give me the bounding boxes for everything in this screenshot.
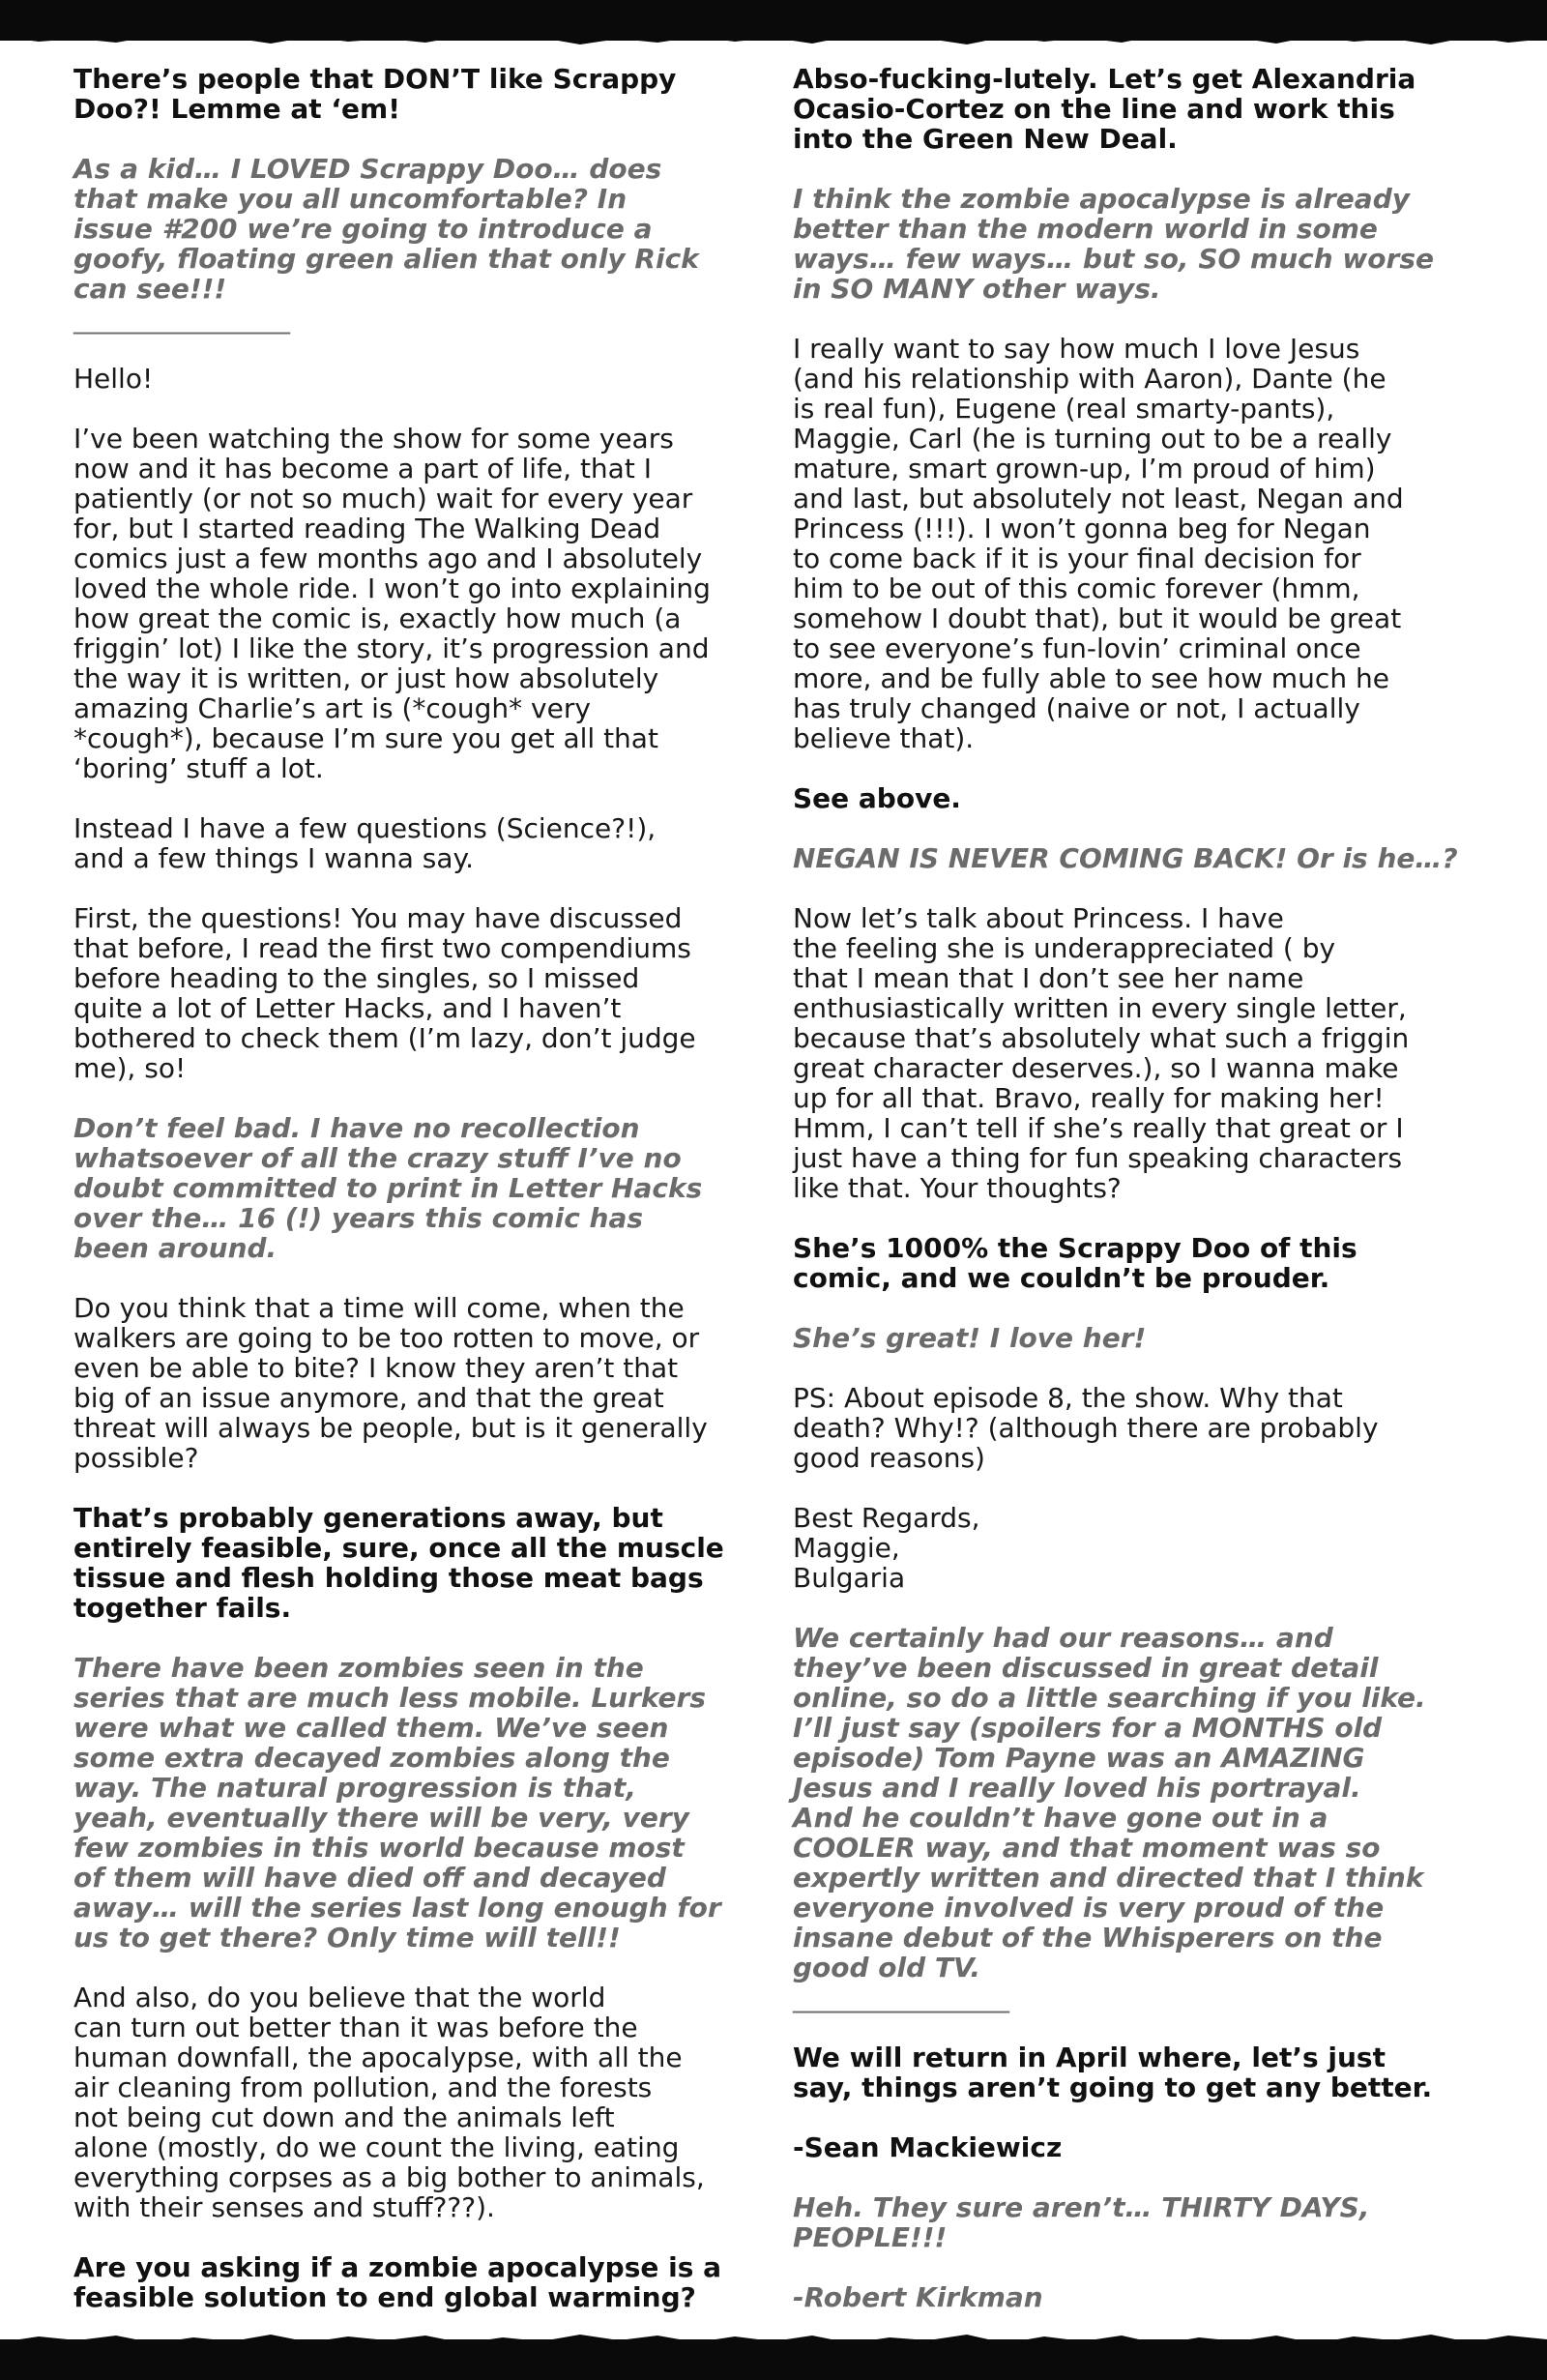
letter-paragraph: Instead I have a few questions (Science?!), and a few things I wanna say. <box>73 812 657 874</box>
answer-paragraph: Are you asking if a zombie apocalypse is a feasible solution to end global warming? <box>73 2251 722 2313</box>
kirkman-paragraph: As a kid… I LOVED Scrappy Doo… does that make you all uncomfortable? In issue #200 we’re going to introduce a goofy, floating green alien that only Rick can see!!! <box>73 153 699 305</box>
answer-paragraph: That’s probably generations away, but entirely feasible, sure, once all the muscle tissue and flesh holding those meat bags together fails. <box>73 1502 724 1624</box>
kirkman-paragraph: -Robert Kirkman <box>793 2281 1043 2313</box>
answer-paragraph: There’s people that DON’T like Scrappy Doo?! Lemme at ‘em! <box>73 63 677 125</box>
letter-paragraph: Hello! <box>73 363 154 395</box>
kirkman-paragraph: Heh. They sure aren’t… THIRTY DAYS, PEOPLE!!! <box>793 2191 1370 2253</box>
kirkman-paragraph: We certainly had our reasons… and they’ve been discussed in great detail online, so do a little searching if you like. I’ll just say (spoilers for a MONTHS old episode) Tom Payne was an AMAZING Jesus and I really loved his portrayal. And he couldn’t have gone out in a COOLER way, and that moment was so expertly written and directed that I think everyone involved is very proud of the insane debut of the Whisperers on the good old TV. <box>793 1622 1426 1983</box>
kirkman-paragraph: She’s great! I love her! <box>793 1322 1147 1354</box>
letter-paragraph: Do you think that a time will come, when the walkers are going to be too rotten to move, or even be able to bite? I know they aren’t that big of an issue anymore, and that the great threat will always be people, but is it generally possible? <box>73 1292 708 1474</box>
letter-paragraph: I really want to say how much I love Jesus (and his relationship with Aaron), Dante (he is real fun), Eugene (real smarty-pants), Maggie, Carl (he is turning out to be a really mature, smart grown-up, I’m proud of him) and last, but absolutely not least, Negan and Princess (!!!). I won’t gonna beg for Negan to come back if it is your final decision for him to be out of this comic forever (hmm, somehow I doubt that), but it would be great to see everyone’s fun-lovin’ criminal once more, and be fully able to see how much he has truly changed (naive or not, I actually believe that). <box>793 333 1404 754</box>
answer-paragraph: See above. <box>793 782 961 814</box>
letter-paragraph: Now let’s talk about Princess. I have the feeling she is underappreciated ( by that I mean that I don’t see her name enthusiastically written in every single letter, because that’s absolutely what such a friggin great character deserves.), so I wanna make up for all that. Bravo, really for making her! Hmm, I can’t tell if she’s really that great or I just have a thing for fun speaking characters like that. Your thoughts? <box>793 902 1410 1204</box>
letter-paragraph: And also, do you believe that the world can turn out better than it was before the human downfall, the apocalypse, with all the air cleaning from pollution, and the forests not being cut down and the animals left alone (mostly, do we count the living, eating everything corpses as a big bother to animals, with their senses and stuff???). <box>73 1982 705 2223</box>
kirkman-paragraph: There have been zombies seen in the series that are much less mobile. Lurkers were what we called them. We’ve seen some extra decayed zombies along the way. The natural progression is that, yeah, eventually there will be very, very few zombies in this world because most of them will have died off and decayed away… will the series last long enough for us to get there? Only time will tell!! <box>73 1652 721 1954</box>
torn-bottom-border <box>0 2339 1547 2380</box>
torn-edge-shape <box>0 2318 1547 2347</box>
letters-column-left <box>73 64 789 2342</box>
kirkman-paragraph: Don’t feel bad. I have no recollection whatsoever of all the crazy stuff I’ve no doubt committed to print in Letter Hacks over the… 16 (!) years this comic has been around. <box>73 1112 703 1264</box>
letter-paragraph: Best Regards, Maggie, Bulgaria <box>793 1502 980 1594</box>
rule-paragraph: ________________ <box>73 303 290 335</box>
answer-paragraph: We will return in April where, let’s just say, things aren’t going to get any better. <box>793 2042 1433 2103</box>
rule-paragraph: ________________ <box>793 1982 1009 2013</box>
torn-top-border <box>0 0 1547 41</box>
kirkman-paragraph: I think the zombie apocalypse is already better than the modern world in some ways… few ways… but so, SO much worse in SO MANY other ways. <box>793 183 1434 305</box>
kirkman-paragraph: NEGAN IS NEVER COMING BACK! Or is he…? <box>793 842 1458 874</box>
letter-paragraph: I’ve been watching the show for some years now and it has become a part of life, that I patiently (or not so much) wait for every year for, but I started reading The Walking Dead comics just a few months ago and I absolutely loved the whole ride. I won’t go into explaining how great the comic is, exactly how much (a friggin’ lot) I like the story, it’s progression and the way it is written, or just how absolutely amazing Charlie’s art is (*cough* very *cough*), because I’m sure you get all that ‘boring’ stuff a lot. <box>73 423 711 784</box>
answer-paragraph: -Sean Mackiewicz <box>793 2131 1063 2163</box>
letter-paragraph: PS: About episode 8, the show. Why that death? Why!? (although there are probably good reasons) <box>793 1382 1379 1474</box>
letters-column-right <box>793 64 1508 2342</box>
answer-paragraph: She’s 1000% the Scrappy Doo of this comic, and we couldn’t be prouder. <box>793 1232 1357 1294</box>
torn-edge-shape <box>0 33 1547 62</box>
letter-paragraph: First, the questions! You may have discussed that before, I read the first two compendiums before heading to the singles, so I missed quite a lot of Letter Hacks, and I haven’t bothered to check them (I’m lazy, don’t judge me), so! <box>73 902 696 1084</box>
answer-paragraph: Abso-fucking-lutely. Let’s get Alexandria Ocasio-Cortez on the line and work this into the Green New Deal. <box>793 63 1416 155</box>
